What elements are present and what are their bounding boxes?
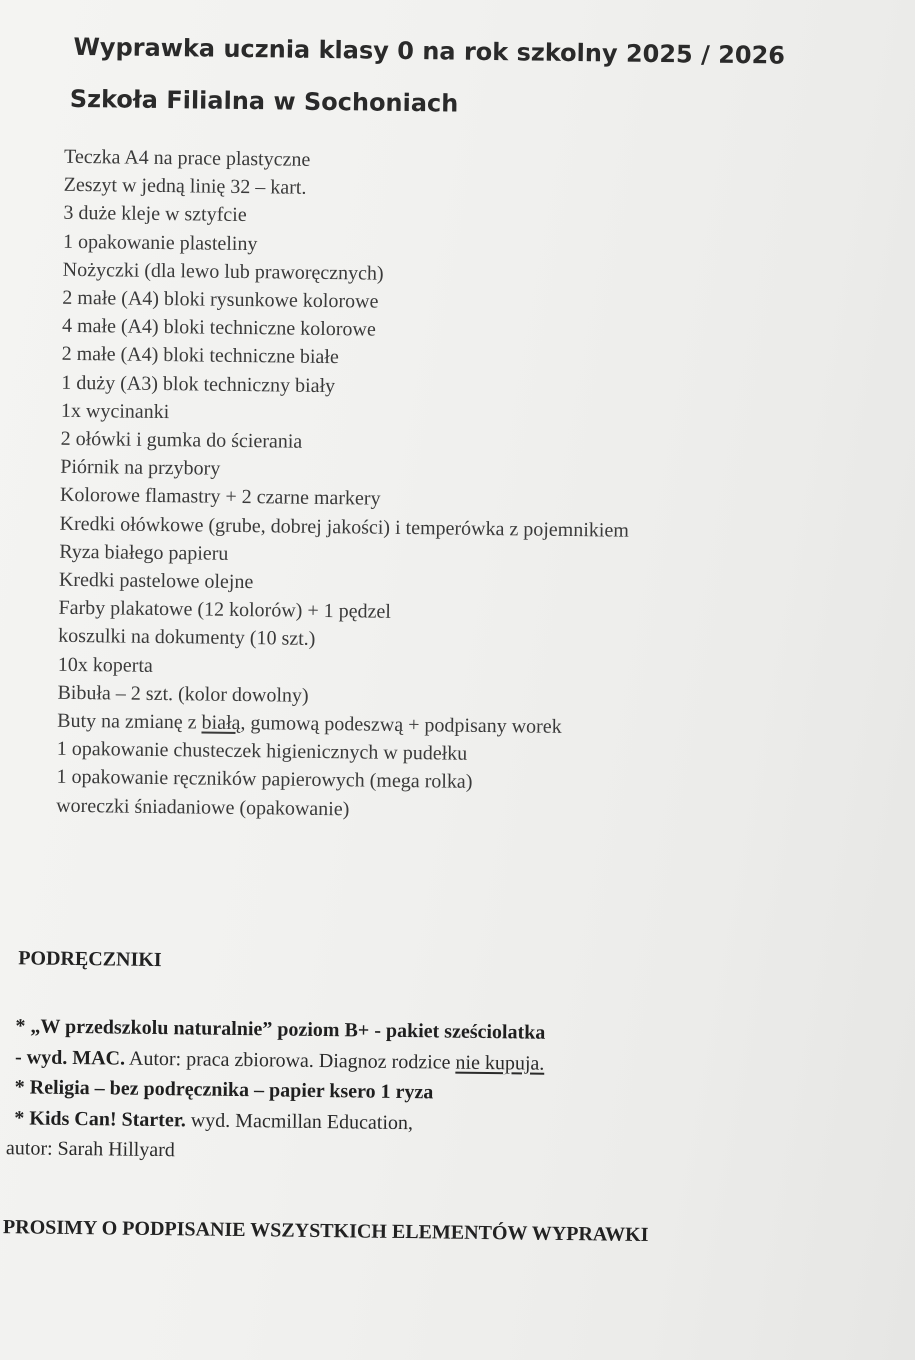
textbooks-heading: PODRĘCZNIKI xyxy=(18,947,162,972)
list-item: 2 małe (A4) bloki rysunkowe kolorowe xyxy=(62,286,379,313)
list-item: 4 małe (A4) bloki techniczne kolorowe xyxy=(61,315,376,341)
list-item: 1 opakowanie plasteliny xyxy=(62,230,258,255)
list-item: 1 duży (A3) blok techniczny biały xyxy=(61,371,336,397)
supplies-list xyxy=(56,143,634,827)
labeling-notice: PROSIMY O PODPISANIE WSZYSTKICH ELEMENTÓW WYPRAWKI xyxy=(2,1216,649,1247)
list-item: Bibuła – 2 szt. (kolor dowolny) xyxy=(57,681,309,707)
list-item: Nożyczki (dla lewo lub praworęcznych) xyxy=(62,258,384,285)
list-item: Farby plakatowe (12 kolorów) + 1 pędzel xyxy=(58,597,391,624)
list-item: 3 duże kleje w sztyfcie xyxy=(63,202,247,227)
list-item: Zeszyt w jedną linię 32 – kart. xyxy=(63,173,307,199)
list-item: Kolorowe flamastry + 2 czarne markery xyxy=(59,484,381,511)
textbook-publisher: - wyd. MAC. xyxy=(14,1045,126,1070)
textbook-publisher: wyd. Macmillan Education, xyxy=(185,1108,414,1134)
textbook-line xyxy=(6,1133,544,1170)
shoes-text: Buty na zmianę z xyxy=(57,709,202,734)
document-title: Wyprawka ucznia klasy 0 na rok szkolny 2025 / 2026 xyxy=(73,32,786,70)
list-item: 1 opakowanie chusteczek higienicznych w pudełku xyxy=(56,738,468,766)
list-item: woreczki śniadaniowe (opakowanie) xyxy=(56,794,350,820)
list-item: 1 opakowanie ręczników papierowych (mega rolka) xyxy=(56,766,473,794)
textbook-title: * „W przedszkolu naturalnie” poziom B+ - pakiet sześciolatka xyxy=(15,1015,546,1044)
religion-note: * Religia – bez podręcznika – papier ksero 1 ryza xyxy=(14,1076,434,1104)
list-item: Kredki ołówkowe (grube, dobrej jakości) i temperówka z pojemnikiem xyxy=(59,512,629,542)
list-item: 2 małe (A4) bloki techniczne białe xyxy=(61,343,339,369)
list-item: Teczka A4 na prace plastyczne xyxy=(63,145,311,171)
textbook-author: autor: Sarah Hillyard xyxy=(5,1137,175,1162)
shoes-text-end: , gumową podeszwą + podpisany worek xyxy=(240,712,562,738)
shoes-underlined-text: białą xyxy=(201,711,241,735)
list-item: 1x wycinanki xyxy=(60,399,170,423)
textbook-title: * Kids Can! Starter. xyxy=(14,1106,186,1131)
list-item: koszulki na dokumenty (10 szt.) xyxy=(58,625,316,651)
list-item: 10x koperta xyxy=(57,653,153,677)
list-item: Ryza białego papieru xyxy=(59,540,229,565)
textbooks-section xyxy=(5,1011,546,1170)
list-item: Piórnik na przybory xyxy=(60,456,221,480)
school-name: Szkoła Filialna w Sochoniach xyxy=(69,84,459,118)
list-item: Kredki pastelowe olejne xyxy=(58,568,254,594)
list-item: 2 ołówki i gumka do ścierania xyxy=(60,427,303,453)
textbook-author: Autor: praca zbiorowa. Diagnoz rodzice xyxy=(124,1047,456,1074)
textbook-note: nie kupuja. xyxy=(455,1051,545,1075)
